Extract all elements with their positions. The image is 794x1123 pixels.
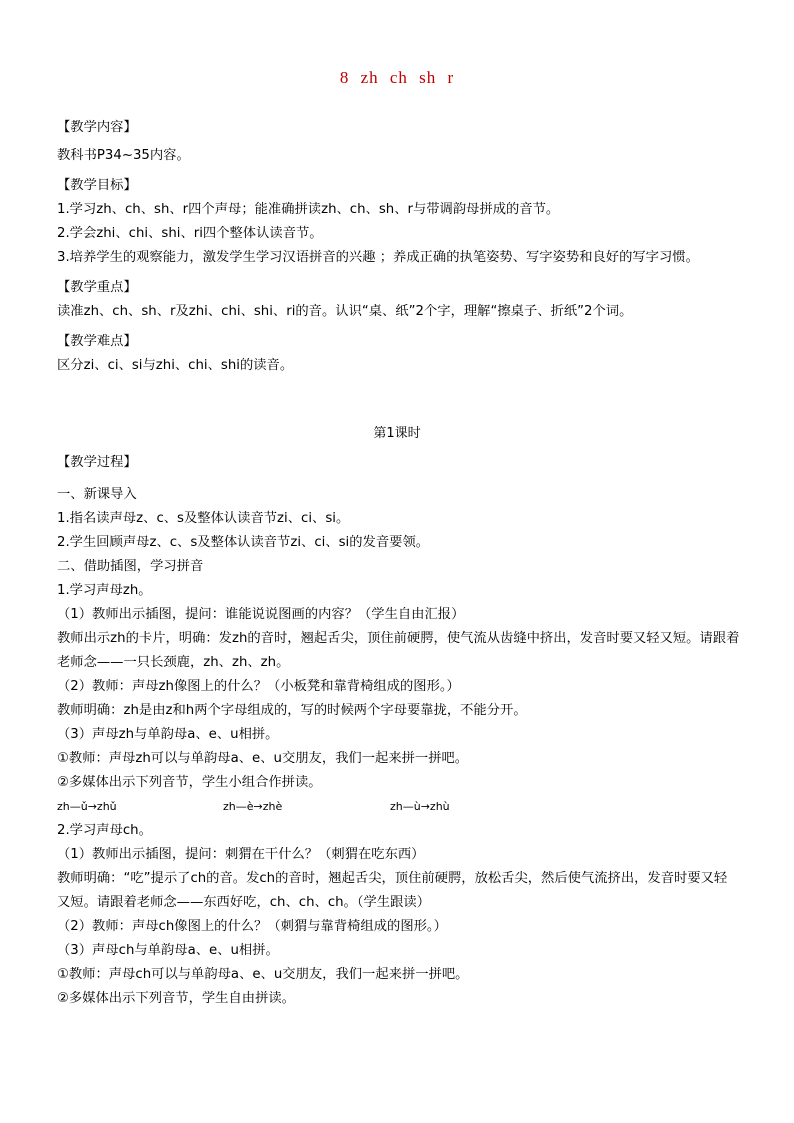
process-line: 1.指名读声母z、c、s及整体认读音节zi、ci、si。 xyxy=(57,511,350,526)
goal-item: 2.学会zhi、chi、shi、ri四个整体认读音节。 xyxy=(57,226,323,241)
process-line: ①教师：声母ch可以与单韵母a、e、u交朋友，我们一起来拼一拼吧。 xyxy=(57,967,469,982)
process-line: 二、借助插图，学习拼音 xyxy=(57,559,204,574)
process-line: 教师出示zh的卡片，明确：发zh的音时，翘起舌尖，顶住前硬腭，使气流从齿缝中挤出，发音时要又轻又短。请跟着老师念——一只长颈鹿，zh、zh、zh。 xyxy=(57,631,740,670)
process-line: （2）教师：声母ch像图上的什么？（刺猬与靠背椅组成的图形。） xyxy=(57,919,447,934)
process-line: ②多媒体出示下列音节，学生自由拼读。 xyxy=(57,991,295,1006)
section-heading-process: 【教学过程】 xyxy=(57,455,137,470)
process-line: 1.学习声母zh。 xyxy=(57,583,152,598)
section-heading-difficult: 【教学难点】 xyxy=(57,334,137,349)
process-line: 一、新课导入 xyxy=(57,487,137,502)
process-body xyxy=(57,451,740,1011)
section-heading-goals: 【教学目标】 xyxy=(57,178,137,193)
process-line: （1）教师出示插图，提问：刺猬在干什么？（刺猬在吃东西） xyxy=(57,847,425,862)
process-line: （3）声母zh与单韵母a、e、u相拼。 xyxy=(57,727,279,742)
process-line: （3）声母ch与单韵母a、e、u相拼。 xyxy=(57,943,279,958)
pinyin-syllable: zh—è→zhè xyxy=(223,800,283,813)
lesson-label: 第1课时 xyxy=(373,426,421,441)
process-line: （2）教师：声母zh像图上的什么？（小板凳和靠背椅组成的图形。） xyxy=(57,679,460,694)
goal-item: 3.培养学生的观察能力，激发学生学习汉语拼音的兴趣 ；养成正确的执笔姿势、写字姿势和良好的写字习惯。 xyxy=(57,250,699,265)
goal-item: 1.学习zh、ch、sh、r四个声母；能准确拼读zh、ch、sh、r与带调韵母拼成的音节。 xyxy=(57,202,560,217)
pinyin-syllable: zh—ǔ→zhǔ xyxy=(57,800,117,813)
pinyin-syllable: zh—ù→zhù xyxy=(390,800,450,813)
process-line: 教师明确：“吃”提示了ch的音。发ch的音时，翘起舌尖，顶住前硬腭，放松舌尖，然后使气流挤出，发音时要又轻又短。请跟着老师念——东西好吃，ch、ch、ch。（学生跟读） xyxy=(57,871,728,910)
pinyin-row xyxy=(57,795,740,819)
process-line: 2.学生回顾声母z、c、s及整体认读音节zi、ci、si的发音要领。 xyxy=(57,535,430,550)
process-line: 教师明确：zh是由z和h两个字母组成的，写的时候两个字母要靠拢，不能分开。 xyxy=(57,703,527,718)
section-heading-key: 【教学重点】 xyxy=(57,280,137,295)
content-text: 教科书P34~35内容。 xyxy=(57,148,190,163)
process-line: （1）教师出示插图，提问：谁能说说图画的内容？（学生自由汇报） xyxy=(57,607,465,622)
document-body xyxy=(57,116,740,378)
process-line: 2.学习声母ch。 xyxy=(57,823,152,838)
page-title: 8 zh ch sh r xyxy=(339,68,455,87)
section-heading-content: 【教学内容】 xyxy=(57,120,137,135)
process-line: ②多媒体出示下列音节，学生小组合作拼读。 xyxy=(57,775,322,790)
key-text: 读准zh、ch、sh、r及zhi、chi、shi、ri的音。认识“桌、纸”2个字，理解“擦桌子、折纸”2个词。 xyxy=(57,304,633,319)
process-line: ①教师：声母zh可以与单韵母a、e、u交朋友，我们一起来拼一拼吧。 xyxy=(57,751,469,766)
difficult-text: 区分zi、ci、si与zhi、chi、shi的读音。 xyxy=(57,358,294,373)
